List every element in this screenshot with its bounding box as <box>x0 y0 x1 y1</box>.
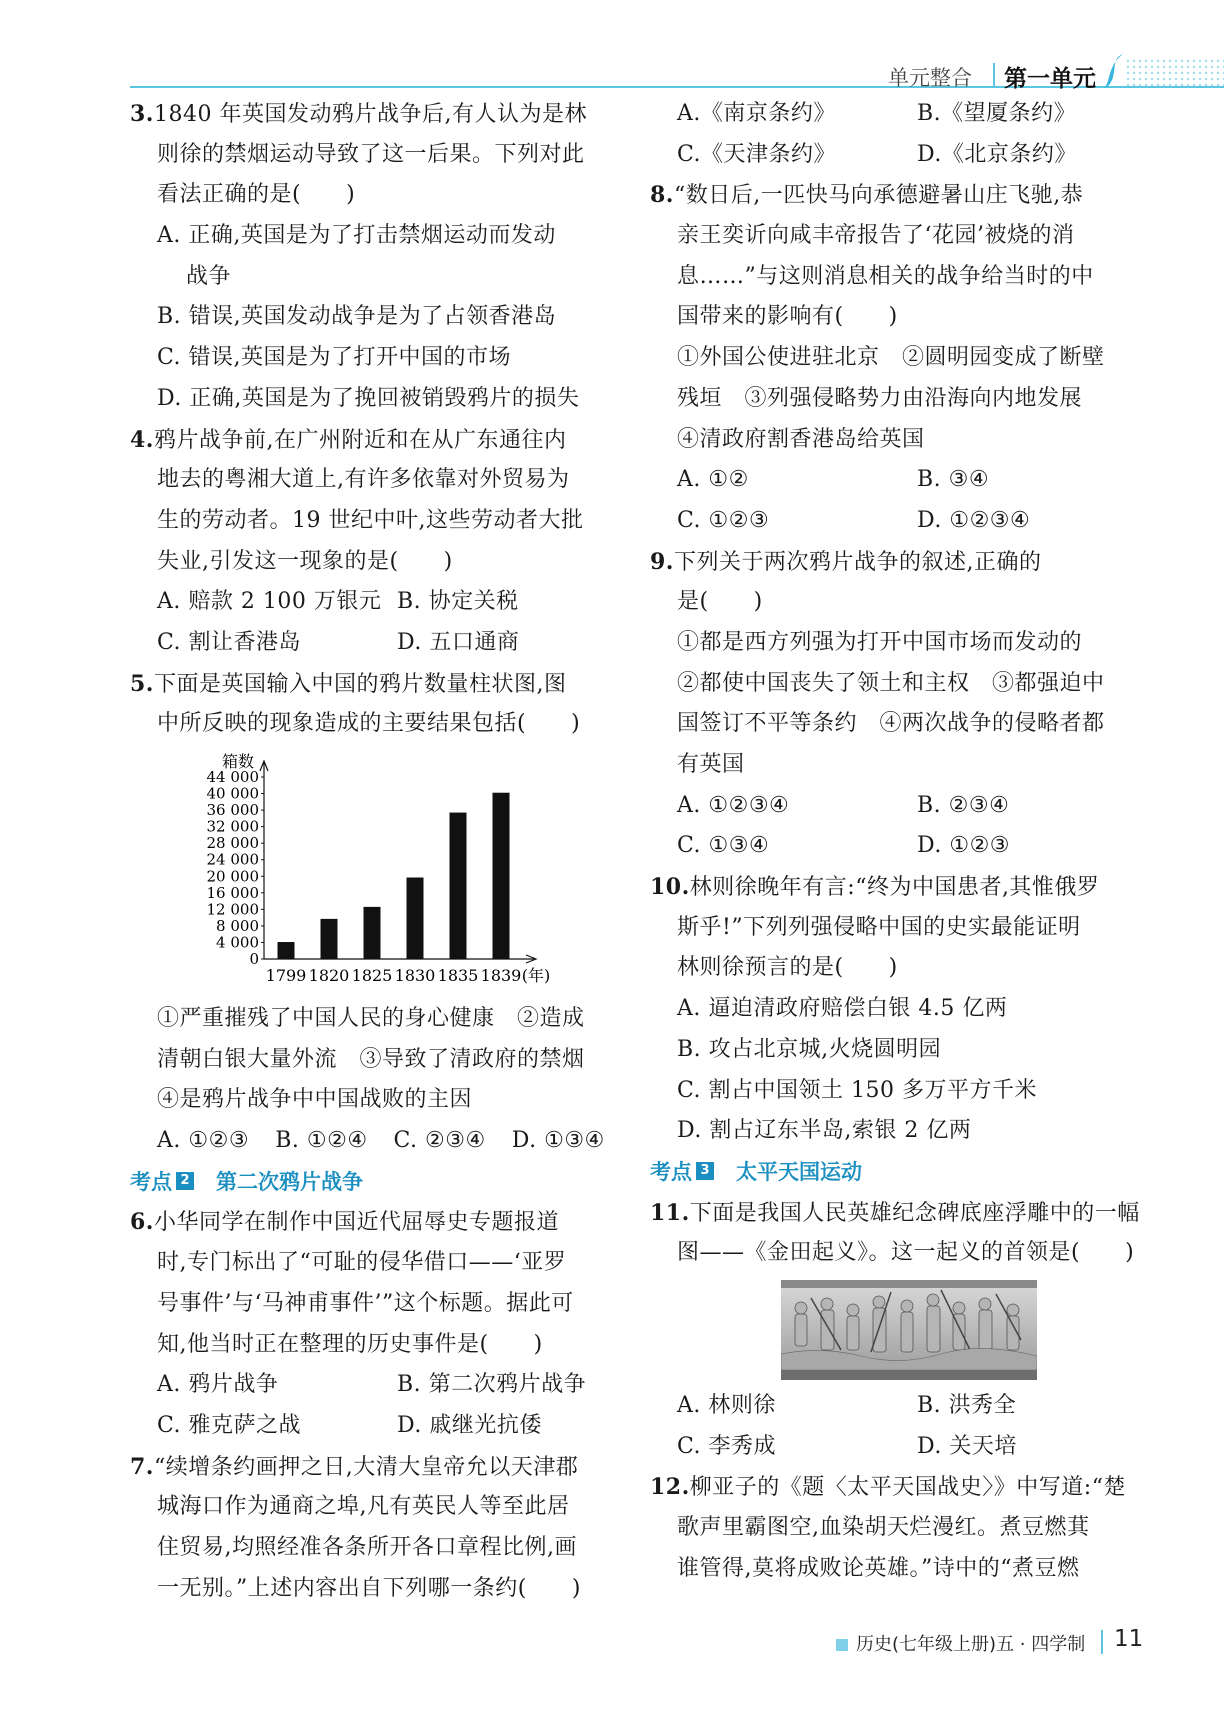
question-text: 号事件’与‘马神甫事件’”这个标题。据此可 <box>157 1290 574 1316</box>
bar <box>493 793 510 959</box>
question-number: 12. <box>650 1474 690 1501</box>
y-tick-label: 20 000 <box>206 867 259 886</box>
question-text: 知,他当时正在整理的历史事件是( ) <box>157 1331 543 1357</box>
question-text: 斯乎!”下列列强侵略中国的史实最能证明 <box>677 914 1081 940</box>
y-tick-label: 4 000 <box>216 933 259 952</box>
option-c: C.《天津条约》 <box>677 141 837 167</box>
question-number: 5. <box>130 670 154 697</box>
question-text: 林则徐晚年有言:“终为中国患者,其惟俄罗 <box>689 875 1100 901</box>
question-text: 一无别。”上述内容出自下列哪一条约( ) <box>157 1575 581 1601</box>
question-11 <box>650 1193 1145 1468</box>
section-badge: 2 <box>176 1172 194 1190</box>
option-d: D. 割占辽东半岛,索银 2 亿两 <box>677 1118 972 1144</box>
statement-line: 有英国 <box>677 752 745 777</box>
x-axis-title: (年) <box>521 966 551 985</box>
question-number: 4. <box>130 426 154 453</box>
question-number: 7. <box>130 1453 154 1480</box>
bar <box>321 919 338 959</box>
footer-square-icon <box>836 1639 848 1651</box>
option-c: C. 雅克萨之战 <box>157 1412 302 1438</box>
y-tick-label: 16 000 <box>206 883 259 902</box>
question-text: 亲王奕䜣向咸丰帝报告了‘花园’被烧的消 <box>677 223 1075 249</box>
question-text: 看法正确的是( ) <box>157 182 356 208</box>
question-text: 小华同学在制作中国近代屈辱史专题报道 <box>153 1210 559 1236</box>
x-tick-label: 1820 <box>308 966 350 985</box>
question-text: 住贸易,均照经准各条所开各口章程比例,画 <box>157 1534 577 1560</box>
option-c: C. 错误,英国是为了打开中国的市场 <box>157 345 512 371</box>
question-10 <box>650 867 1145 1152</box>
right-column <box>650 94 1145 1589</box>
y-axis-title: 箱数 <box>221 752 254 771</box>
opium-bar-chart <box>130 745 630 999</box>
question-7-options <box>650 94 1145 175</box>
option-c: C. ①③④ <box>677 833 770 859</box>
bar <box>450 813 467 959</box>
question-text: 谁管得,莫将成败论英雄。”诗中的“煮豆燃 <box>677 1555 1080 1581</box>
statement-line: ①外国公使进驻北京 ②圆明园变成了断壁 <box>677 345 1105 371</box>
y-tick-label: 44 000 <box>206 768 259 786</box>
statement-line: 残垣 ③列强侵略势力由沿海向内地发展 <box>677 385 1083 411</box>
option-b: B. ①②④ <box>275 1128 368 1154</box>
option-a: A. ①②③ <box>157 1128 250 1154</box>
option-b: B.《望厦条约》 <box>917 101 1077 126</box>
bar <box>407 878 424 959</box>
question-text: 是( ) <box>677 589 763 615</box>
question-5 <box>130 664 630 1162</box>
footer-book-text: 历史(七年级上册)五 · 四学制 <box>856 1634 1086 1655</box>
option-d: D.《北京条约》 <box>917 141 1077 167</box>
x-tick-label: 1799 <box>265 966 307 985</box>
swoosh-logo-icon <box>1103 52 1127 90</box>
option-b: B. 第二次鸦片战争 <box>397 1372 587 1398</box>
jintian-uprising-relief-image <box>781 1280 1037 1380</box>
question-text: 国带来的影响有( ) <box>677 304 898 330</box>
statement-line: 清朝白银大量外流 ③导致了清政府的禁烟 <box>157 1046 585 1072</box>
unit-subtitle: 单元整合 <box>888 66 972 90</box>
option-a: A. 鸦片战争 <box>157 1372 279 1398</box>
section-title: 第二次鸦片战争 <box>216 1169 363 1194</box>
question-6 <box>130 1202 630 1446</box>
option-a: A. ①②③④ <box>677 792 790 818</box>
question-text: 下面是英国输入中国的鸦片数量柱状图,图 <box>153 671 567 697</box>
option-a: A. 赔款 2 100 万银元 <box>157 589 382 615</box>
footer-book-title <box>836 1630 1085 1656</box>
question-text: 鸦片战争前,在广州附近和在从广东通往内 <box>153 427 567 453</box>
option-c: C. 李秀成 <box>677 1433 777 1459</box>
question-number: 6. <box>130 1209 154 1236</box>
relief-image-container <box>650 1274 1145 1386</box>
question-text: 林则徐预言的是( ) <box>677 955 898 981</box>
y-tick-label: 36 000 <box>206 801 259 820</box>
question-number: 9. <box>650 548 674 575</box>
bar <box>278 942 295 959</box>
statement-line: 国签订不平等条约 ④两次战争的侵略者都 <box>677 711 1105 737</box>
section-heading <box>650 1152 1145 1193</box>
option-b: B. 错误,英国发动战争是为了占领香港岛 <box>157 304 557 330</box>
option-d: D. ①②③ <box>917 833 1011 859</box>
x-tick-label: 1830 <box>394 966 436 985</box>
option-b: B. 协定关税 <box>397 589 519 615</box>
x-tick-label: 1825 <box>351 966 393 985</box>
option-a-continued: 战争 <box>186 263 232 289</box>
page-number: 11 <box>1114 1626 1144 1652</box>
footer-separator <box>1101 1630 1103 1654</box>
question-number: 11. <box>650 1199 690 1226</box>
question-text: “数日后,一匹快马向承德避暑山庄飞驰,恭 <box>673 183 1084 209</box>
option-d: D. 正确,英国是为了挽回被销毁鸦片的损失 <box>157 385 580 411</box>
question-text: 下面是我国人民英雄纪念碑底座浮雕中的一幅 <box>689 1200 1140 1226</box>
option-c: C. 割让香港岛 <box>157 629 302 655</box>
y-tick-label: 12 000 <box>206 900 259 919</box>
bar <box>364 907 381 959</box>
option-b: B. ②③④ <box>917 792 1010 818</box>
question-text: 地去的粤湘大道上,有许多依靠对外贸易为 <box>157 467 570 493</box>
question-text: 失业,引发这一现象的是( ) <box>157 548 453 574</box>
question-text: “续增条约画押之日,大清大皇帝允以天津郡 <box>153 1454 579 1480</box>
unit-title: 第一单元 <box>1004 66 1096 92</box>
question-text: 歌声里霸图空,血染胡天烂漫红。煮豆燃萁 <box>677 1515 1090 1540</box>
question-text: 中所反映的现象造成的主要结果包括( ) <box>157 711 581 737</box>
section-label: 考点 <box>130 1169 172 1194</box>
x-tick-label: 1835 <box>437 966 479 985</box>
option-b: B. 洪秀全 <box>917 1392 1017 1418</box>
question-text: 息……”与这则消息相关的战争给当时的中 <box>677 263 1094 289</box>
option-d: D. 戚继光抗倭 <box>397 1412 542 1438</box>
option-a: A.《南京条约》 <box>677 101 836 126</box>
statement-line: ④清政府割香港岛给英国 <box>677 426 925 452</box>
option-a: A. 逼迫清政府赔偿白银 4.5 亿两 <box>677 996 1008 1022</box>
question-12 <box>650 1467 1145 1589</box>
option-d: D. 关天培 <box>917 1433 1017 1459</box>
question-text: 时,专门标出了“可耻的侵华借口——‘亚罗 <box>157 1250 567 1276</box>
option-d: D. ①③④ <box>511 1128 605 1154</box>
question-9 <box>650 542 1145 868</box>
section-label: 考点 <box>650 1159 692 1184</box>
y-tick-label: 0 <box>249 950 259 968</box>
y-tick-label: 8 000 <box>216 916 259 935</box>
y-tick-label: 24 000 <box>206 850 259 869</box>
question-text: 1840 年英国发动鸦片战争后,有人认为是林 <box>153 102 587 127</box>
section-heading <box>130 1162 630 1203</box>
option-a: A. 林则徐 <box>677 1392 776 1418</box>
question-3 <box>130 94 630 420</box>
statement-line: ②都使中国丧失了领土和主权 ③都强迫中 <box>677 670 1105 696</box>
y-tick-label: 32 000 <box>206 817 259 836</box>
statement-line: ①严重摧残了中国人民的身心健康 ②造成 <box>157 1006 585 1031</box>
question-7 <box>130 1447 630 1610</box>
question-number: 8. <box>650 182 674 209</box>
header-separator <box>993 63 995 87</box>
option-c: C. ②③④ <box>393 1128 486 1154</box>
question-number: 3. <box>130 101 154 127</box>
option-d: D. ①②③④ <box>917 507 1031 533</box>
option-b: B. ③④ <box>917 467 990 493</box>
option-d: D. 五口通商 <box>397 629 520 655</box>
option-a: A. ①② <box>677 467 749 493</box>
section-badge: 3 <box>696 1162 714 1180</box>
question-text: 柳亚子的《题〈太平天国战史〉》中写道:“楚 <box>689 1475 1126 1501</box>
question-4 <box>130 420 630 664</box>
option-a: A. 正确,英国是为了打击禁烟运动而发动 <box>157 223 556 249</box>
option-b: B. 攻占北京城,火烧圆明园 <box>677 1036 942 1062</box>
left-column <box>130 94 630 1609</box>
option-c: C. ①②③ <box>677 507 770 533</box>
question-text: 则徐的禁烟运动导致了这一后果。下列对此 <box>157 141 585 167</box>
question-text: 城海口作为通商之埠,凡有英民人等至此居 <box>157 1494 570 1520</box>
statement-line: ①都是西方列强为打开中国市场而发动的 <box>677 629 1083 655</box>
statement-line: ④是鸦片战争中中国战败的主因 <box>157 1087 473 1113</box>
x-tick-label: 1839 <box>480 966 522 985</box>
question-number: 10. <box>650 874 690 901</box>
y-tick-label: 28 000 <box>206 834 259 853</box>
question-text: 生的劳动者。19 世纪中叶,这些劳动者大批 <box>157 507 584 533</box>
question-text: 下列关于两次鸦片战争的叙述,正确的 <box>673 549 1042 575</box>
option-c: C. 割占中国领土 150 多万平方千米 <box>677 1077 1038 1103</box>
header-dot-pattern <box>1125 58 1224 90</box>
section-title: 太平天国运动 <box>736 1159 862 1184</box>
question-text: 图——《金田起义》。这一起义的首领是( ) <box>677 1240 1135 1266</box>
y-tick-label: 40 000 <box>206 784 259 803</box>
opium-import-chart-container <box>130 745 630 999</box>
question-8 <box>650 175 1145 541</box>
